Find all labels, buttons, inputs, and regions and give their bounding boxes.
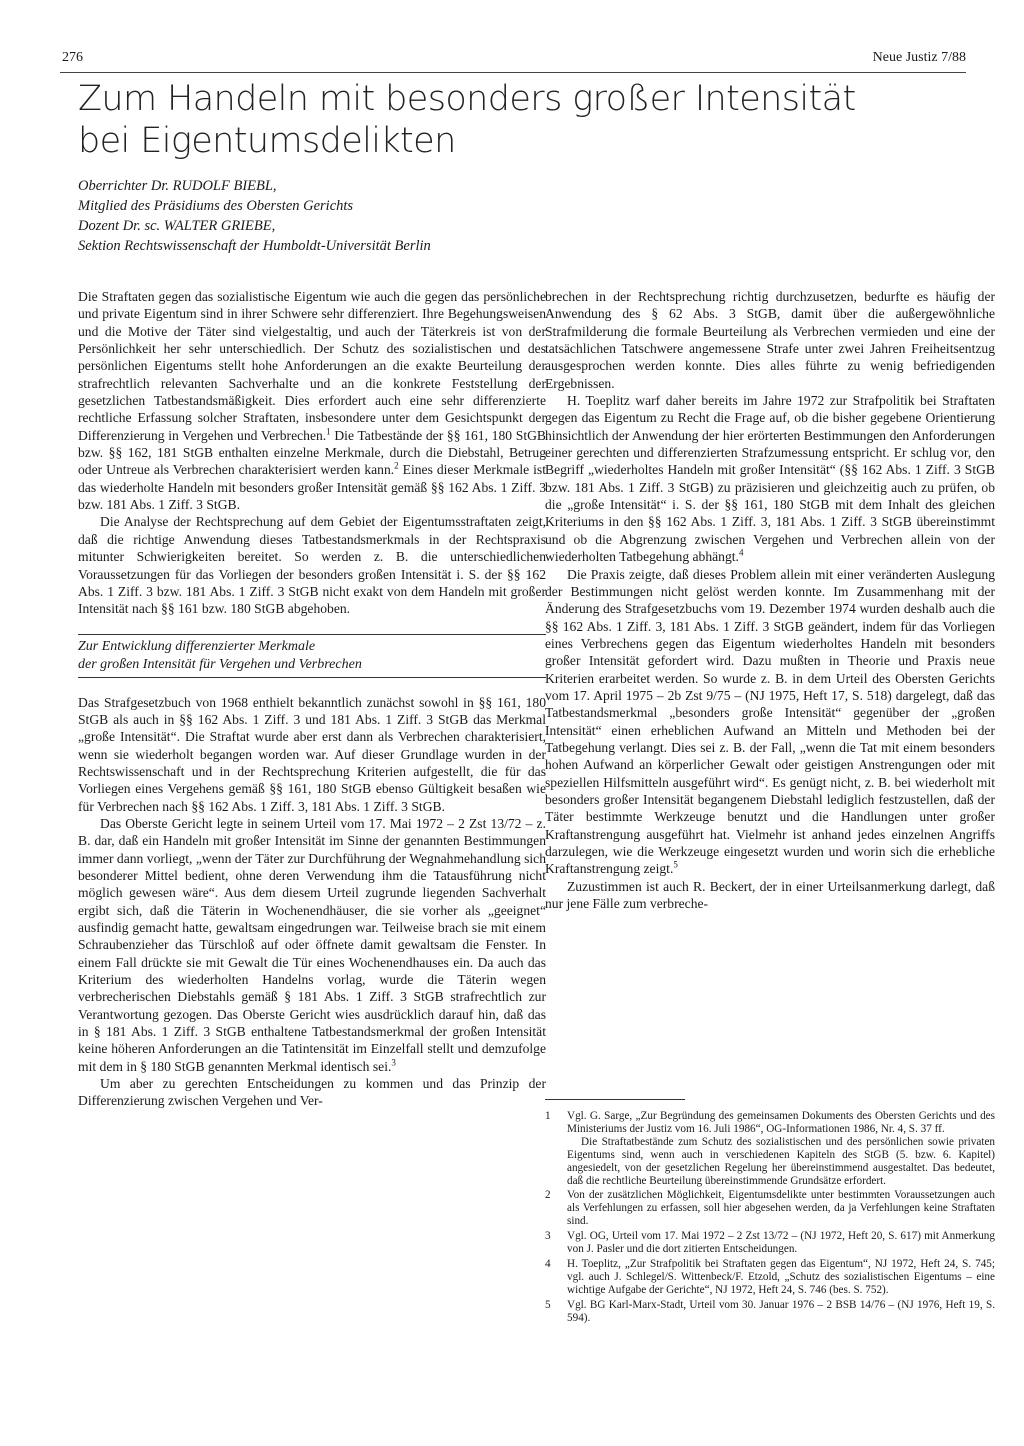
footnote-number: 1 xyxy=(545,1110,551,1122)
footnote-ref: 3 xyxy=(391,1057,396,1068)
right-column xyxy=(545,288,995,912)
paragraph: brechen in der Rechtsprechung richtig durchzusetzen, bedurfte es häufig der Anwendung des § 62 Abs. 3 StGB, damit über die außergewöhnliche Strafmilderung die formale Beurteilung als Verbrechen vermieden und eine der tatsächlichen Tatschwere angemessene Strafe unter zwei Jahren Freiheitsentzug ausgesprochen werden konnte. Dies alles führte zu wenig befriedigenden Ergebnissen. xyxy=(545,289,995,391)
page-number: 276 xyxy=(62,50,83,65)
footnote-number: 2 xyxy=(545,1189,551,1202)
footnote-number: 4 xyxy=(545,1257,551,1270)
paragraph: Die Straftaten gegen das sozialistische Eigentum wie auch die gegen das persönliche und private Eigentum sind in ihrer Schwere sehr differenziert. Ihre Begehungsweisen und die Motive der Täter sind vielgestaltig, und auch der Täterkreis ist von der Persönlichkeit her sehr unterschiedlich. Der Schutz des sozialistischen und des persönlichen Eigentums stellt hohe Anforderungen an die exakte Beurteilung der strafrechtlich relevanten Sachverhalte und an die konkrete Feststellung der gesetzlichen Tatbestandsmäßigkeit. Dies erfordert auch eine sehr differenzierte rechtliche Erfassung solcher Straftaten, insbesondere unter dem Gesichtspunkt der Differenzierung in Vergehen und Verbrechen.$^1$ Die Tatbestände der §§ 161, 180 StGB bzw. §§ 162, 181 StGB enthalten einzelne Merkmale, durch die Diebstahl, Betrug oder Untreue als Verbrechen charakterisiert werden kann.$^2$ Eines dieser Merkmale ist das wiederholte Handeln mit besonders großer Intensität gemäß §§ 162 Abs. 1 Ziff. 3 bzw. 181 Abs. 1 Ziff. 3 StGB. xyxy=(78,289,546,513)
footnote-number: 3 xyxy=(545,1230,551,1243)
title-line-1: Zum Handeln mit besonders großer Intensität xyxy=(78,79,856,119)
footnote-number: 5 xyxy=(545,1298,551,1311)
author-line: Dozent Dr. sc. WALTER GRIEBE, xyxy=(78,218,276,234)
paragraph: Die Praxis zeigte, daß dieses Problem allein mit einer veränderten Auslegung der Bestimmungen nicht gelöst werden konnte. Im Zusammenhang mit der Änderung des Strafgesetzbuchs vom 19. Dezember 1974 wurden deshalb auch die §§ 162 Abs. 1 Ziff. 3, 181 Abs. 1 Ziff. 3 StGB geändert, indem für das Vorliegen eines Verbrechens gegen das Eigentum wiederholtes Handeln mit besonders großer Intensität gefordert wird. Dazu mußten in Theorie und Praxis neue Kriterien erarbeitet werden. So wurde z. B. in dem Urteil des Obersten Gerichts vom 17. April 1975 – 2b Zst 9/75 – (NJ 1975, Heft 17, S. 518) dargelegt, daß das Tatbestandsmerkmal „besonders große Intensität“ gegenüber der „großen Intensität“ einen erheblichen Aufwand an Mitteln und Methoden bei der Tatbegehung verlangt. Dies sei z. B. der Fall, „wenn die Tat mit einem besonders hohen Aufwand an körperlicher Gewalt oder geistigen Anstrengungen oder mit speziellen Hilfsmitteln ausgeführt wird“. Es genügt nicht, z. B. bei wiederholt mit besonders großer Intensität begangenem Diebstahl lediglich festzustellen, daß der Täter bestimmte Werkzeuge benutzt und die Handlungen unter großer Kraftanstrengung ausgeführt hat. Vielmehr ist anhand jedes einzelnen Angriffs darzulegen, wie die Werkzeuge eingesetzt wurden und worin sich die erhebliche Kraftanstrengung zeigt.$^5$ xyxy=(545,566,995,877)
paragraph: Das Oberste Gericht legte in seinem Urteil vom 17. Mai 1972 – 2 Zst 13/72 – z. B. dar, daß ein Handeln mit großer Intensität im Sinne der genannten Bestimmungen immer dann vorliegt, „wenn der Täter zur Durchführung der Wegnahmehandlung sich besonderer Mittel bedient, ohne deren Verwendung ihm die Tatausführung nicht möglich gewesen wäre“. Aus dem diesem Urteil zugrunde liegenden Sachverhalt ergibt sich, daß die Täterin in Wochenendhäuser, die sie vorher als „geeignet“ ausfindig gemacht hatte, gewaltsam eingedrungen war. Teilweise brach sie mit einem Schraubenzieher das Türschloß auf oder öffnete damit gewaltsam die Fenster. In einem Fall drückte sie mit Gewalt die Tür eines Wochenendhauses ein. Da auch das Kriterium des wiederholten Handelns vorlag, wurde die Täterin wegen verbrecherischen Diebstahls gemäß § 181 Abs. 1 Ziff. 3 StGB strafrechtlich zur Verantwortung gezogen. Das Oberste Gericht wies ausdrücklich darauf hin, daß das in § 181 Abs. 1 Ziff. 3 StGB enthaltene Tatbestandsmerkmal der großen Intensität keine höheren Anforderungen an die Tatintensität im Einzelfall stellt und demzufolge mit dem in § 180 StGB genannten Merkmal identisch sei.$^3$ xyxy=(78,815,546,1074)
author-line: Sektion Rechtswissenschaft der Humboldt-Universität Berlin xyxy=(78,238,431,254)
footnote: 3 Vgl. OG, Urteil vom 17. Mai 1972 – 2 Zst 13/72 – (NJ 1972, Heft 20, S. 617) mit Anmerkung von J. Pasler und die dort zitierten Entscheidungen. xyxy=(545,1230,995,1256)
footnote: 4 H. Toeplitz, „Zur Strafpolitik bei Straftaten gegen das Eigentum“, NJ 1972, Heft 24, S. 745; vgl. auch J. Schlegel/S. Wittenbeck/F. Etzold, „Schutz des sozialistischen Eigentums – eine wichtige Aufgabe der Gerichte“, NJ 1972, Heft 24, S. 746 (bes. S. 752). xyxy=(545,1257,995,1296)
paragraph: Zuzustimmen ist auch R. Beckert, der in einer Urteilsanmerkung darlegt, daß nur jene Fälle zum verbreche- xyxy=(545,878,995,912)
author-line: Mitglied des Präsidiums des Obersten Gerichts xyxy=(78,198,354,214)
paragraph: Um aber zu gerechten Entscheidungen zu kommen und das Prinzip der Differenzierung zwischen Vergehen und Ver- xyxy=(78,1076,546,1109)
author-line: Oberrichter Dr. RUDOLF BIEBL, xyxy=(78,178,277,194)
title-line-2: bei Eigentumsdelikten xyxy=(78,121,456,161)
footnote-ref: 5 xyxy=(673,859,678,870)
article-title xyxy=(78,78,856,162)
footnotes xyxy=(545,1110,995,1327)
footnote: 5 Vgl. BG Karl-Marx-Stadt, Urteil vom 30. Januar 1976 – 2 BSB 14/76 – (NJ 1976, Heft 19, S. 594). xyxy=(545,1298,995,1324)
footnote: 2 Von der zusätzlichen Möglichkeit, Eigentumsdelikte unter bestimmten Voraussetzungen auch als Verfehlungen zu erfassen, soll hier abgesehen werden, da ja Verfehlungen keine Straftaten sind. xyxy=(545,1189,995,1228)
left-column xyxy=(78,288,546,1110)
author-block xyxy=(78,176,598,256)
footnote: 1 Vgl. G. Sarge, „Zur Begründung des gemeinsamen Dokuments des Obersten Gerichts und des Ministeriums der Justiz vom 16. Juli 1986“, OG-Informationen 1986, Nr. 4, S. 37 ff. Die Straftatbestände zum Schutz des sozialistischen und des persönlichen sowie privaten Eigentums sind, wenn auch in verschiedenen Kapiteln des StGB (5. bzw. 6. Kapitel) angesiedelt, von der gesetzlichen Regelung her übereinstimmend ausgestaltet. Das bedeutet, daß die rechtliche Beurteilung übereinstimmende Grundsätze erfordert. xyxy=(545,1110,995,1187)
paragraph: Das Strafgesetzbuch von 1968 enthielt bekanntlich zunächst sowohl in §§ 161, 180 StGB als auch in §§ 162 Abs. 1 Ziff. 3 und 181 Abs. 1 Ziff. 3 StGB das Merkmal „große Intensität“. Die Straftat wurde aber erst dann als Verbrechen charakterisiert, wenn sie wiederholt begangen worden war. Auf dieser Grundlage wurden in der Rechtswissenschaft und in der Rechtsprechung Kriterien aufgestellt, die für das Vorliegen eines Vergehens gemäß §§ 161, 180 StGB ebenso Gültigkeit besaßen wie für Verbrechen nach §§ 162 Abs. 1 Ziff. 3, 181 Abs. 1 Ziff. 3 StGB. xyxy=(78,694,546,814)
footnote-rule xyxy=(545,1099,685,1100)
paragraph: H. Toeplitz warf daher bereits im Jahre 1972 zur Strafpolitik bei Straftaten gegen das Eigentum zu Recht die Frage auf, ob die bisher gegebene Orientierung hinsichtlich der Anwendung der hier erörterten Bestimmungen den Anforderungen einer gerechten und differenzierten Strafzumessung entspricht. Er schlug vor, den Begriff „wiederholtes Handeln mit großer Intensität“ (§§ 162 Abs. 1 Ziff. 3 StGB bzw. 181 Abs. 1 Ziff. 3 StGB) zu präzisieren und gleichzeitig auch zu prüfen, ob die „große Intensität“ i. S. der §§ 161, 180 StGB mit dem Inhalt des gleichen Kriteriums in den §§ 162 Abs. 1 Ziff. 3, 181 Abs. 1 Ziff. 3 StGB übereinstimmt und ob die Abgrenzung zwischen Vergehen und Verbrechen allein von der wiederholten Tatbegehung abhängt.$^4$ xyxy=(545,393,995,565)
journal-issue: Neue Justiz 7/88 xyxy=(872,50,966,65)
header-rule xyxy=(60,72,966,73)
footnote-ref: 2 xyxy=(394,460,399,471)
footnote-ref: 1 xyxy=(326,426,331,437)
section-heading: Zur Entwicklung differenzierter Merkmale der großen Intensität für Vergehen und Verbrechen xyxy=(78,634,546,678)
footnote-ref: 4 xyxy=(738,547,744,558)
paragraph: Die Analyse der Rechtsprechung auf dem Gebiet der Eigentumsstraftaten zeigt, daß die richtige Anwendung dieses Tatbestandsmerkmals in der Rechtspraxis mitunter Schwierigkeiten bereitet. So werden z. B. die unterschiedlichen Voraussetzungen für das Vorliegen der besonders großen Intensität i. S. der §§ 162 Abs. 1 Ziff. 3 bzw. 181 Abs. 1 Ziff. 3 StGB nicht exakt von dem Handeln mit großer Intensität nach §§ 161 bzw. 180 StGB abgehoben. xyxy=(78,514,546,617)
